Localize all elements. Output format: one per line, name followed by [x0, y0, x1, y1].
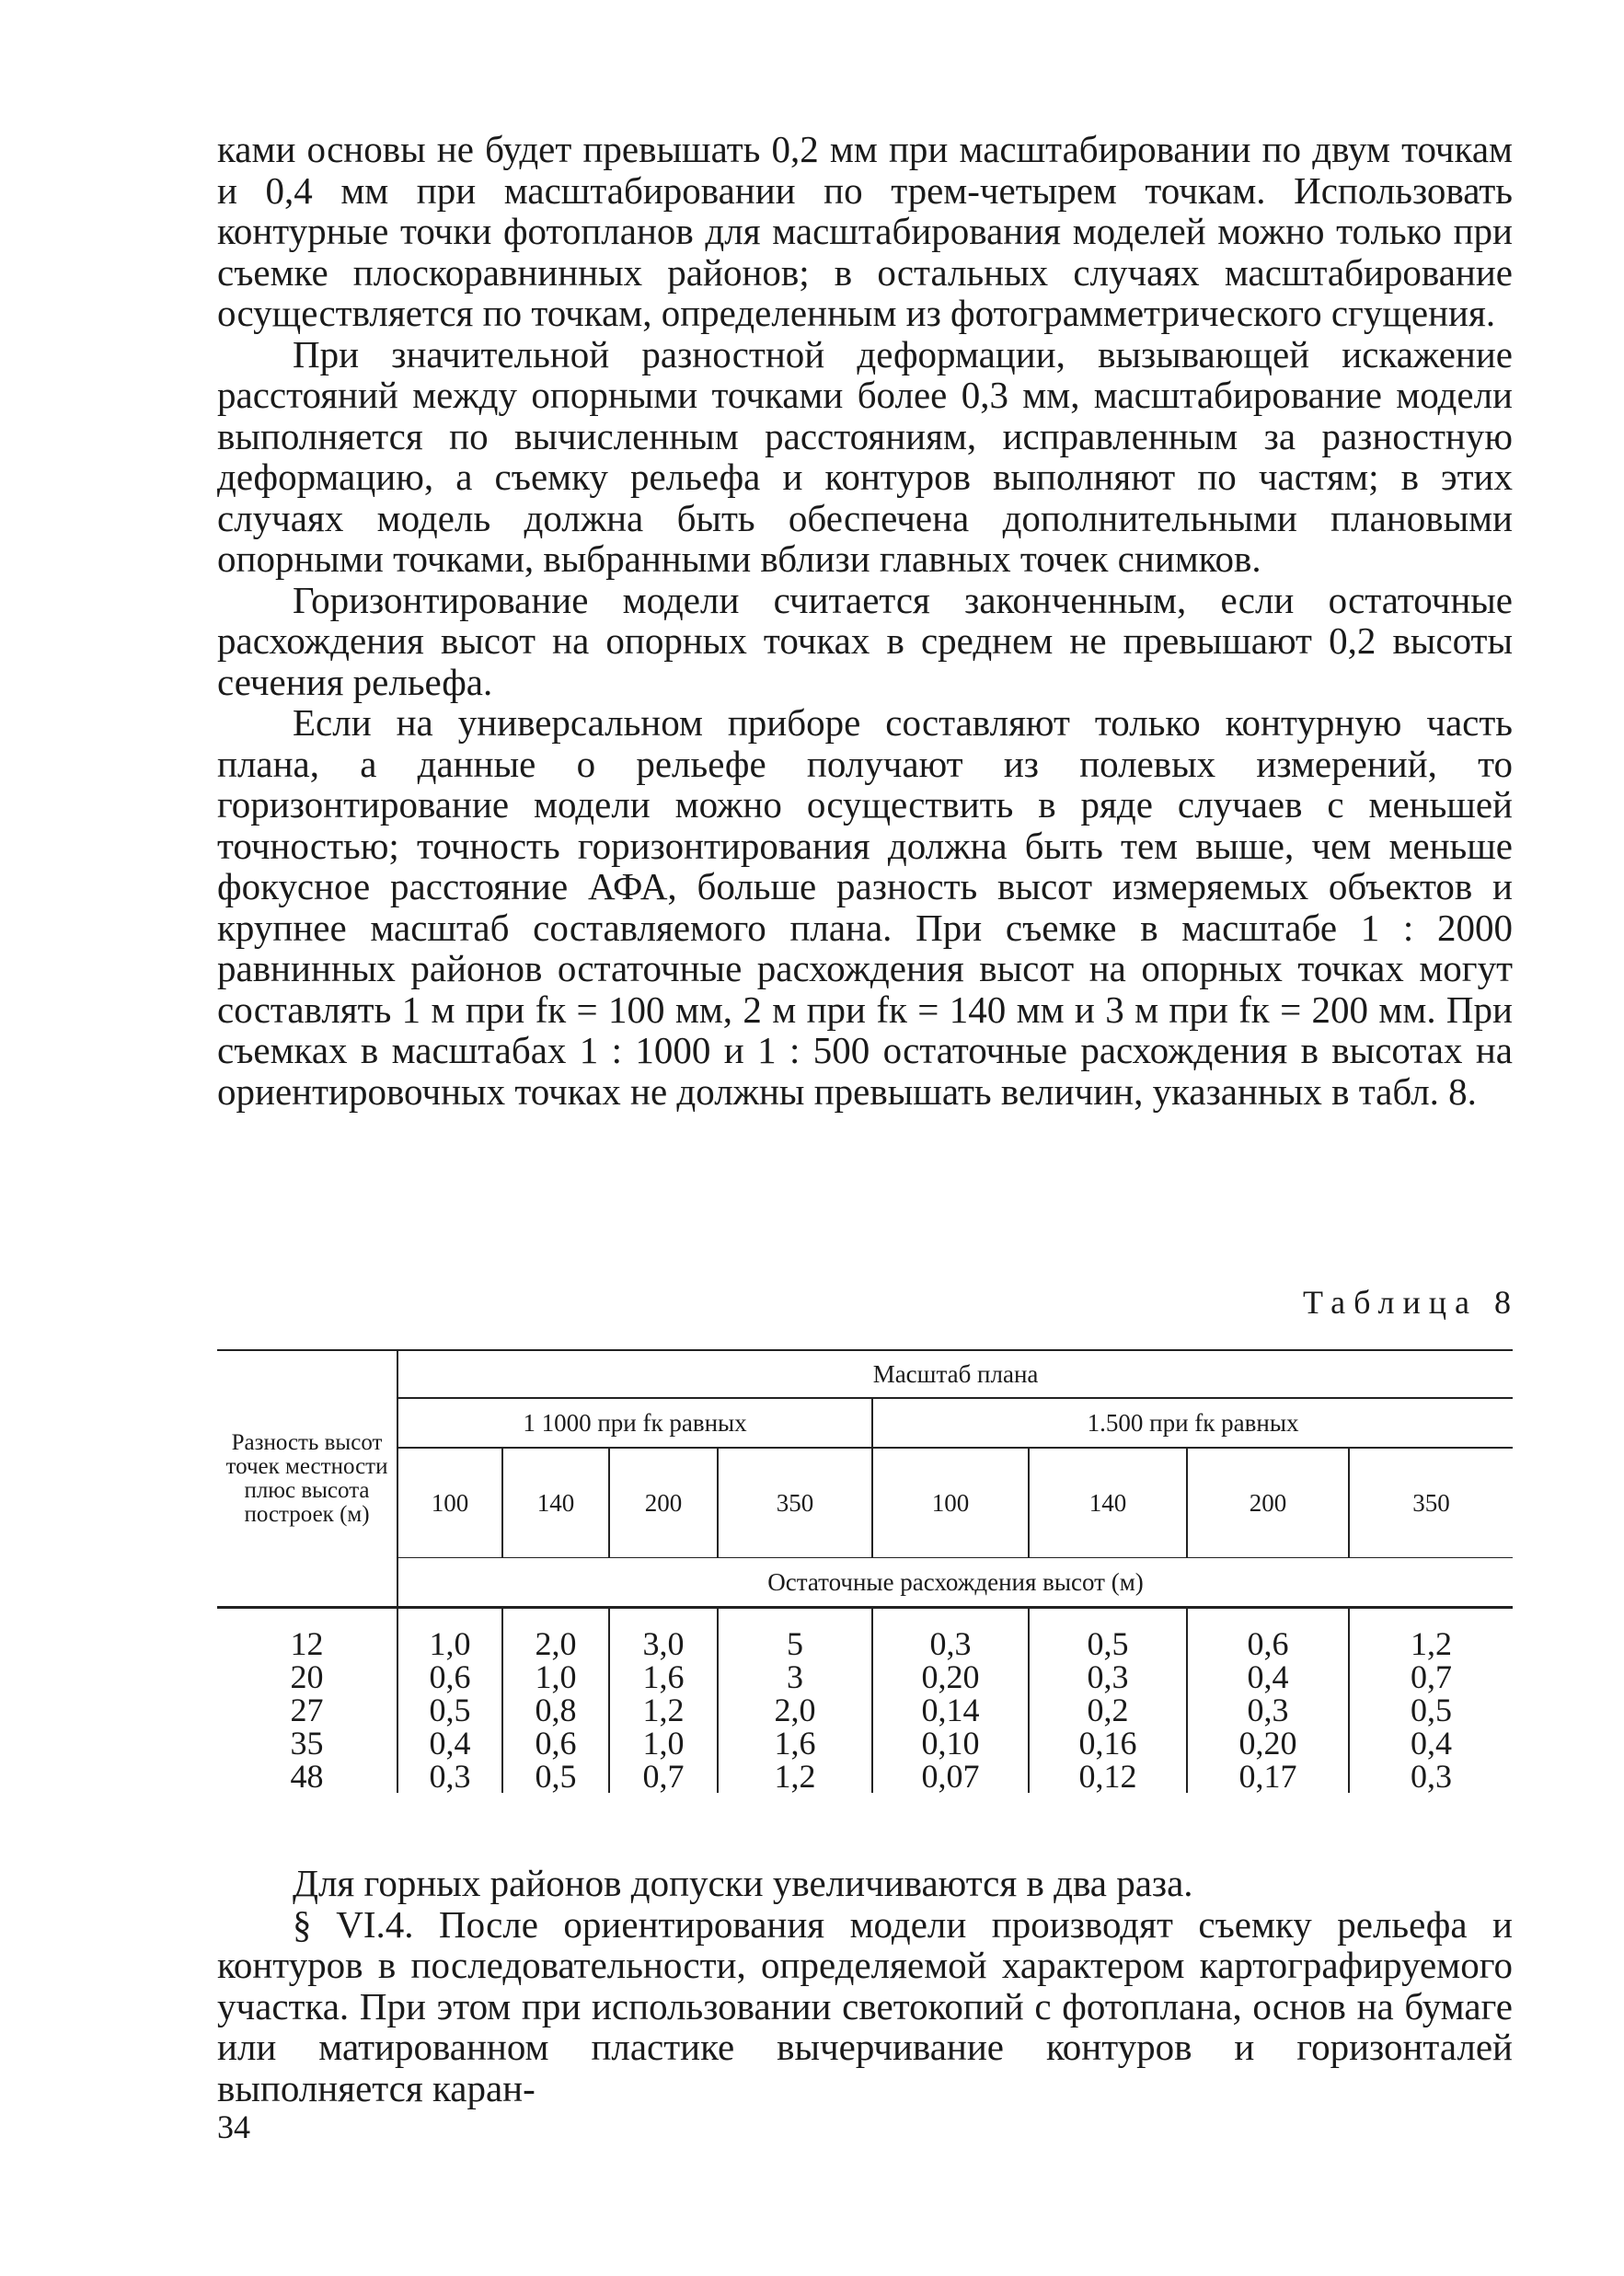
paragraph-mountain-note: Для горных районов допуски увеличиваются в два раза. [293, 1862, 1193, 1904]
table-cell: 2,0 [718, 1693, 872, 1727]
paragraph-leveling: Горизонтирование модели считается законченным, если остаточные расхождения высот на опорных точках в среднем не превышают 0,2 высоты сечения рельефа. [217, 578, 1513, 703]
table-cell: 0,10 [872, 1727, 1029, 1760]
focal-header: 350 [718, 1448, 872, 1558]
focal-header: 200 [1187, 1448, 1349, 1558]
paragraph-section-vi4: § VI.4. После ориентирования модели производят съемку рельефа и контуров в последовательности, определяемой характером картографируемого участка. При этом при использовании светокопий с фотоплана, основ на бумаге или матированном пластике вычерчивание контуров и горизонталей выполняется каран- [217, 1902, 1513, 2109]
row-label: 48 [217, 1760, 397, 1793]
scale-1000-header: 1 1000 при fк равных [397, 1398, 872, 1448]
paragraph-continuation: ками основы не будет превышать 0,2 мм при масштабировании по двум точкам и 0,4 мм при масштабировании по трем-четырем точкам. Использовать контурные точки фотопланов для масштабирования моделей можно только при съемке плоскоравнинных районов; в остальных случаях масштабирование осуществляется по точкам, определенным из фотограмметрического сгущения. [217, 128, 1513, 334]
table-cell: 0,5 [502, 1760, 609, 1793]
body-text-top [217, 129, 1513, 1112]
table-cell: 0,5 [1029, 1608, 1187, 1661]
table-cell: 1,2 [1411, 1625, 1453, 1662]
row-label: 35 [217, 1727, 397, 1760]
row-label: 20 [217, 1660, 397, 1693]
table-cell: 1,6 [609, 1660, 718, 1693]
focal-header: 200 [609, 1448, 718, 1558]
table-cell: 0,3 [1029, 1660, 1187, 1693]
table-cell: 0,3 [1411, 1758, 1453, 1795]
paragraph-deformation: При значительной разностной деформации, вызывающей искажение расстояний между опорными точками более 0,3 мм, масштабирование модели выполняется по вычисленным расстояниям, исправленным за разностную деформацию, а съемку рельефа и контуров выполняют по частям; в этих случаях модель должна быть обеспечена дополнительными плановыми опорными точками, выбранными вблизи главных точек снимков. [217, 332, 1513, 580]
table-cell: 0,6 [502, 1727, 609, 1760]
focal-header: 140 [1029, 1448, 1187, 1558]
plan-scale-header: Масштаб плана [397, 1350, 1513, 1398]
table-cell: 0,07 [872, 1760, 1029, 1793]
table-cell: 1,2 [718, 1760, 872, 1793]
table-cell: 0,3 [1187, 1693, 1349, 1727]
height-difference-header: Разность высот точек местности плюс высота построек (м) [217, 1350, 397, 1608]
table-cell: 0,3 [397, 1760, 502, 1793]
table-caption: Таблица 8 [1303, 1284, 1519, 1321]
table-cell: 1,2 [609, 1693, 718, 1727]
residuals-header: Остаточные расхождения высот (м) [397, 1558, 1513, 1608]
row-label: 12 [217, 1608, 397, 1661]
table-cell: 0,4 [1411, 1725, 1453, 1762]
table-cell: 1,0 [609, 1727, 718, 1760]
table-cell: 1,0 [397, 1608, 502, 1661]
table-cell: 0,6 [397, 1660, 502, 1693]
table-cell: 0,14 [872, 1693, 1029, 1727]
page-number: 34 [217, 2108, 250, 2145]
residuals-table [217, 1349, 1513, 1793]
table-cell: 0,20 [872, 1660, 1029, 1693]
focal-header: 100 [872, 1448, 1029, 1558]
table-row [217, 1693, 1513, 1727]
table-cell: 0,4 [1187, 1660, 1349, 1693]
table-cell: 0,7 [1411, 1658, 1453, 1695]
table-row [217, 1727, 1513, 1760]
scale-500-header: 1.500 при fк равных [872, 1398, 1513, 1448]
table-cell: 3 [718, 1660, 872, 1693]
table-row [217, 1660, 1513, 1693]
table-cell: 0,5 [1411, 1692, 1453, 1728]
table-row [217, 1760, 1513, 1793]
table-cell: 1,0 [502, 1660, 609, 1693]
table-cell: 0,12 [1029, 1760, 1187, 1793]
table-cell: 0,17 [1187, 1760, 1349, 1793]
table-cell: 0,20 [1187, 1727, 1349, 1760]
row-label: 27 [217, 1693, 397, 1727]
focal-header: 350 [1349, 1448, 1513, 1558]
table-cell: 0,4 [397, 1727, 502, 1760]
table-cell: 0,16 [1029, 1727, 1187, 1760]
focal-header: 100 [397, 1448, 502, 1558]
table-cell: 0,3 [872, 1608, 1029, 1661]
paragraph-universal-instrument: Если на универсальном приборе составляют только контурную часть плана, а данные о рельефе получают из полевых измерений, то горизонтирование модели можно осуществить в ряде случаев с меньшей точностью; точность горизонтирования должна быть тем выше, чем меньше фокусное расстояние АФА, больше разность высот измеряемых объектов и крупнее масштаб составляемого плана. При съемке в масштабе 1 : 2000 равнинных районов остаточные расхождения высот на опорных точках могут составлять 1 м при fк = 100 мм, 2 м при fк = 140 мм и 3 м при fк = 200 мм. При съемках в масштабах 1 : 1000 и 1 : 500 остаточные расхождения в высотах на ориентировочных точках не должны превышать величин, указанных в табл. 8. [217, 701, 1513, 1113]
table-cell: 3,0 [609, 1608, 718, 1661]
table-cell: 0,8 [502, 1693, 609, 1727]
table-cell: 0,2 [1029, 1693, 1187, 1727]
table-cell: 2,0 [502, 1608, 609, 1661]
table-cell: 0,7 [609, 1760, 718, 1793]
table-row [217, 1608, 1513, 1661]
table-cell: 0,5 [397, 1693, 502, 1727]
focal-header: 140 [502, 1448, 609, 1558]
body-text-bottom [217, 1863, 1513, 2108]
table-cell: 0,6 [1187, 1608, 1349, 1661]
table-cell: 5 [718, 1608, 872, 1661]
table-cell: 1,6 [718, 1727, 872, 1760]
